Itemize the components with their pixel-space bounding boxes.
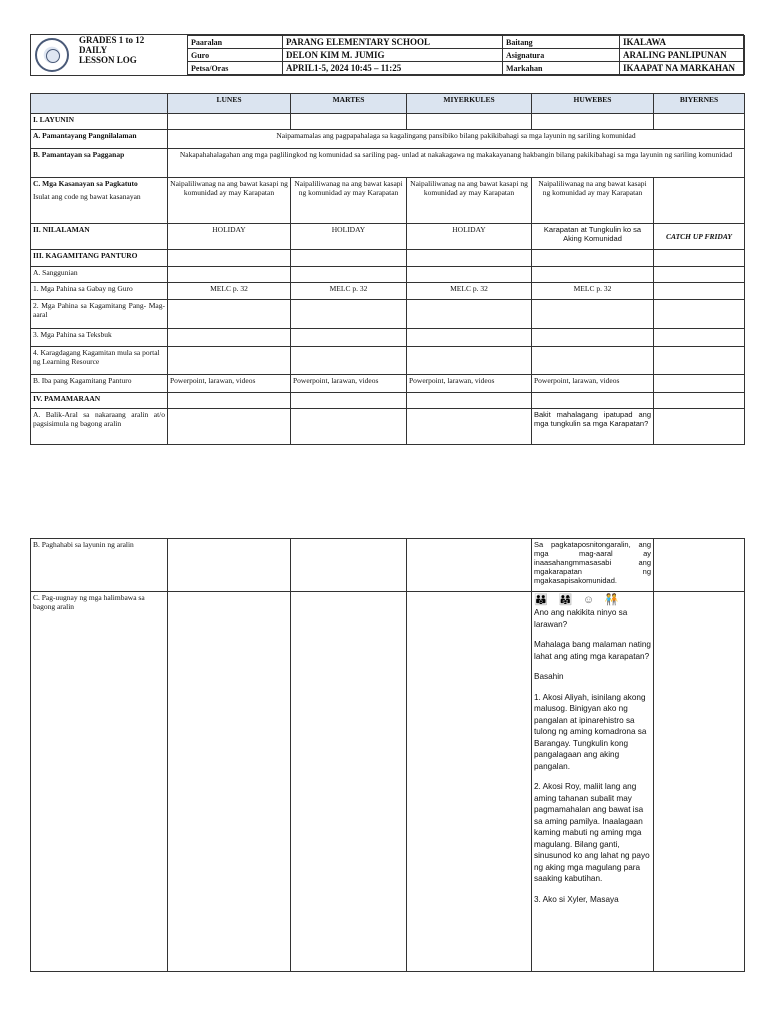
header-block: [30, 34, 744, 76]
iba-pang-kagamitan-row: [31, 375, 745, 393]
nilalaman-row: [31, 224, 745, 250]
cell-biyernes: [654, 375, 745, 393]
day-header-huwebes: HUWEBES: [532, 94, 654, 114]
karagdagang-kagamitan-row: [31, 347, 745, 375]
paragraph: 1. Akosi Aliyah, isinilang akong malusog. Binigyan ako ng pangalan at ipinarehistro sa tulong ng aming komadrona sa Barangay. Tungkulin kong pangalagaan ang aking pangalan.: [534, 692, 647, 771]
school-value: PARANG ELEMENTARY SCHOOL: [283, 36, 503, 49]
paragraph: Mahalaga bang malaman nating lahat ang ating mga karapatan?: [534, 640, 651, 661]
section-heading-kagamitan: III. KAGAMITANG PANTURO: [31, 250, 168, 267]
subject-value: ARALING PANLIPUNAN: [620, 49, 745, 62]
cell-martes: Powerpoint, larawan, videos: [291, 375, 407, 393]
row-label: B. Pamantayan sa Pagganap: [31, 149, 168, 178]
grade-label: Baitang: [503, 36, 620, 49]
header-row: [188, 62, 745, 75]
pamamaraan-row: [31, 393, 745, 409]
cell-huwebes: Bakit mahalagang ipatupad ang mga tungkulin sa mga Karapatan?: [532, 409, 654, 445]
row-label: 3. Mga Pahina sa Teksbuk: [31, 329, 168, 347]
cell-lunes: HOLIDAY: [168, 224, 291, 250]
layunin-row: [31, 114, 745, 130]
kasanayan-label: C. Mga Kasanayan sa Pagkatuto: [33, 179, 138, 188]
school-label: Paaralan: [188, 36, 283, 49]
row-label: A. Pamantayang Pangnilalaman: [31, 130, 168, 149]
cell-martes: HOLIDAY: [291, 224, 407, 250]
sanggunian-row: [31, 267, 745, 283]
cell-lunes: Naipaliliwanag na ang bawat kasapi ng komunidad ay may Karapatan: [168, 178, 291, 224]
seal-icon: [35, 38, 69, 72]
paragraph: Ano ang nakikita ninyo sa larawan?: [534, 608, 628, 629]
cell-miyerkules: Naipaliliwanag na ang bawat kasapi ng komunidad ay may Karapatan: [407, 178, 532, 224]
cell-huwebes: [532, 592, 654, 972]
day-header-row: [31, 94, 745, 114]
date-label: Petsa/Oras: [188, 62, 283, 75]
row-label: B. Paghahabi sa layunin ng aralin: [31, 539, 168, 592]
cell-martes: MELC p. 32: [291, 283, 407, 300]
subject-label: Asignatura: [503, 49, 620, 62]
quarter-value: IKAAPAT NA MARKAHAN: [620, 62, 745, 75]
row-label: 4. Karagdagang Kagamitan mula sa portal ng Learning Resource: [31, 347, 168, 375]
header-row: [188, 49, 745, 62]
teacher-label: Guro: [188, 49, 283, 62]
section-heading-pamamaraan: IV. PAMAMARAAN: [31, 393, 168, 409]
cell-biyernes: [654, 178, 745, 224]
section-heading-nilalaman: II. NILALAMAN: [31, 224, 168, 250]
row-label: 2. Mga Pahina sa Kagamitang Pang- Mag-aaral: [31, 300, 168, 329]
cell-lunes: MELC p. 32: [168, 283, 291, 300]
section-heading-layunin: I. LAYUNIN: [31, 114, 168, 130]
teacher-value: DELON KIM M. JUMIG: [283, 49, 503, 62]
cell-huwebes: Naipaliliwanag na ang bawat kasapi ng komunidad ay may Karapatan: [532, 178, 654, 224]
content-standard-text: Naipamamalas ang pagpapahalaga sa kagalingang pansibiko bilang pakikibahagi sa mga layunin ng sariling komunidad: [168, 130, 745, 149]
pamantayan-pagganap-row: [31, 149, 745, 178]
cell-biyernes: [654, 283, 745, 300]
paragraph: 3. Ako si Xyler, Masaya: [534, 894, 619, 904]
family-pictures-icon: 👪 👨‍👩‍👧 ☺ 🧑‍🤝‍🧑: [534, 594, 623, 606]
day-header-martes: MARTES: [291, 94, 407, 114]
cell-miyerkules: Powerpoint, larawan, videos: [407, 375, 532, 393]
cell-miyerkules: MELC p. 32: [407, 283, 532, 300]
lesson-log-text: LESSON LOG: [79, 55, 137, 65]
header-title: [79, 35, 187, 65]
cell-biyernes: CATCH UP FRIDAY: [654, 224, 745, 250]
day-header-lunes: LUNES: [168, 94, 291, 114]
cell-miyerkules: HOLIDAY: [407, 224, 532, 250]
lesson-log-table-page1: [30, 93, 745, 445]
kagamitang-mag-aaral-row: [31, 300, 745, 329]
cell-huwebes: MELC p. 32: [532, 283, 654, 300]
header-row: [188, 36, 745, 49]
paghahabi-row: [31, 539, 745, 592]
cell-martes: Naipaliliwanag na ang bawat kasapi ng komunidad ay may Karapatan: [291, 178, 407, 224]
gabay-guro-row: [31, 283, 745, 300]
quarter-label: Markahan: [503, 62, 620, 75]
cell-lunes: Powerpoint, larawan, videos: [168, 375, 291, 393]
performance-standard-text: Nakapahahalagahan ang mga paglilingkod ng komunidad sa sariling pag- unlad at nakakagawa ng makakayanang hakbangin bilang pakikibahagi sa mga layunin ng sariling komunidad: [168, 149, 745, 178]
cell-huwebes: Powerpoint, larawan, videos: [532, 375, 654, 393]
row-label: 1. Mga Pahina sa Gabay ng Guro: [31, 283, 168, 300]
blank-header-cell: [31, 94, 168, 114]
pag-uugnay-row: [31, 592, 745, 972]
teksbuk-row: [31, 329, 745, 347]
row-label: A. Balik-Aral sa nakaraang aralin at/o pagsisimula ng bagong aralin: [31, 409, 168, 445]
row-label: A. Sanggunian: [31, 267, 168, 283]
daily-text: DAILY: [79, 45, 108, 55]
cell-huwebes: Sa pagkataposnitongaralin, ang mga mag-aaral ay inaasahangmmasasabi ang mgakarapatan ng mgakasapisakomunidad.: [532, 539, 654, 592]
kagamitan-row: [31, 250, 745, 267]
row-label: C. Pag-uugnay ng mga halimbawa sa bagong aralin: [31, 592, 168, 972]
row-label: B. Iba pang Kagamitang Panturo: [31, 375, 168, 393]
header-info-table: [187, 35, 745, 75]
kasanayan-sub: Isulat ang code ng bawat kasanayan: [33, 192, 141, 201]
pamantayang-pangnilalaman-row: [31, 130, 745, 149]
balik-aral-row: [31, 409, 745, 445]
row-label: [31, 178, 168, 224]
grade-value: IKALAWA: [620, 36, 745, 49]
paragraph: 2. Akosi Roy, maliit lang ang aming tahanan subalit may pagmamahalan ang bawat isa sa aming pamilya. Inaalagaan kaming mabuti ng aming mga magulang. Bilang ganti, sinusunod ko ang lahat ng payo ng aking mga magulang para saaking kabutihan.: [534, 782, 650, 883]
day-header-miyerkules: MIYERKULES: [407, 94, 532, 114]
paragraph: Basahin: [534, 672, 564, 681]
date-value: APRIL1-5, 2024 10:45 – 11:25: [283, 62, 503, 75]
grades-text: GRADES 1 to 12: [79, 35, 145, 45]
deped-seal-logo: [31, 35, 78, 75]
cell-huwebes: Karapatan at Tungkulin ko sa Aking Komunidad: [532, 224, 654, 250]
day-header-biyernes: BIYERNES: [654, 94, 745, 114]
lesson-log-table-page2: [30, 538, 745, 972]
kasanayan-row: [31, 178, 745, 224]
